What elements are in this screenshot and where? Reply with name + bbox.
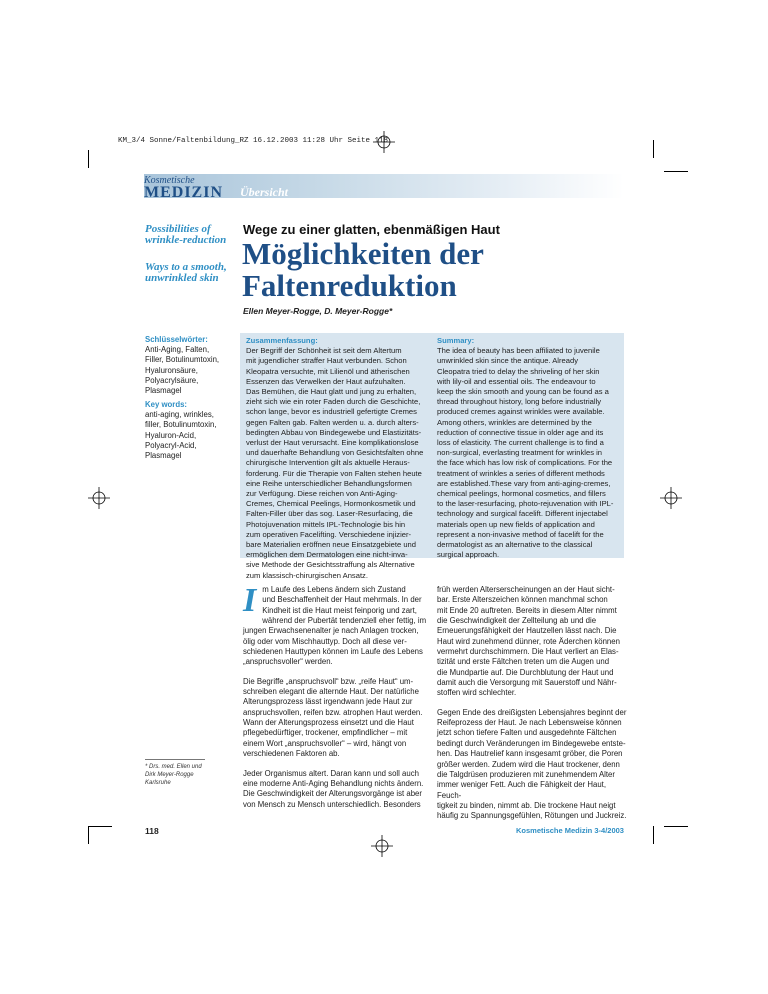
body-line: von Mensch zu Mensch unterschiedlich. Besonders [243, 799, 421, 809]
brand-small: Kosmetische [144, 175, 195, 186]
crop-mark [653, 140, 654, 158]
summary-en-line: The idea of beauty has been affiliated to juvenile [437, 346, 600, 356]
summary-de-line: Cremes, Chemical Peelings, Hormonkosmetik und [246, 499, 416, 509]
summary-en-line: represent a non-invasive method of facelift for the [437, 529, 604, 539]
summary-en-line: non-surgical, everlasting treatment for wrinkles in [437, 448, 603, 458]
summary-en-line: Cleopatra tried to delay the shriveling of her skin [437, 366, 600, 376]
summary-de-line: Das Bemühen, die Haut glatt und jung zu erhalten, [246, 387, 417, 397]
summary-en-line: surgical approach. [437, 550, 500, 560]
summary-en-line: with lily-oil and essential oils. The endeavour to [437, 376, 596, 386]
summary-en-line: unwrinkled skin since the antique. Already [437, 356, 578, 366]
summary-en-line: loss of elasticity. The current challenge is to find a [437, 438, 604, 448]
body-line: Die Begriffe „anspruchsvoll“ bzw. „reife Haut“ um- [243, 676, 414, 686]
body-line: schiedenen Hauttypen können im Laufe des Lebens [243, 647, 423, 657]
body-line: bar. Erste Alterszeichen können manchmal schon [437, 595, 608, 605]
body-line: schreiben elegant die alternde Haut. Der natürliche [243, 687, 419, 697]
summary-en-line: are established.These vary from anti-aging-cremes, [437, 478, 611, 488]
body-line: damit auch die Versorgung mit Sauerstoff und Nähr- [437, 678, 617, 688]
body-line: eine moderne Anti-Aging Behandlung nichts ändern. [243, 778, 424, 788]
body-line: immer weniger Fett. Auch die Fähigkeit der Haut, Feuch- [437, 780, 607, 800]
body-line: ölig oder vom Mischhauttyp. Doch all diese ver- [243, 636, 407, 646]
summary-de-line: verlust der Haut verursacht. Eine komplikationslose [246, 438, 419, 448]
summary-en-line: materials open up new fields of application and [437, 519, 595, 529]
summary-de-line: zieht sich wie ein roter Faden durch die Geschichte, [246, 397, 421, 407]
crop-mark [88, 826, 112, 827]
summary-de-line: bedingten Abbau von Bindegewebe und Elastizitäts- [246, 427, 422, 437]
summary-de-line: forderung. Für die Therapie von Falten stehen heute [246, 468, 422, 478]
summary-de-line: gegen Falten gab. Falten werden u. a. durch alters- [246, 417, 419, 427]
body-line: mit Ende 20 auftreten. Bereits in diesem Alter nimmt [437, 605, 617, 615]
crop-mark [653, 826, 654, 844]
summary-en-line: chemical peelings, hormonal cosmetics, and fillers [437, 489, 606, 499]
summary-en-line: dermatologist as an alternative to the classical [437, 540, 593, 550]
body-line: jetzt schon tiefere Falten und ausgedehnte Fältchen [437, 728, 617, 738]
body-line: „anspruchsvoller“ werden. [243, 657, 333, 667]
summary-en-line: to the laser-resurfacing, photo-rejuvenation with IPL- [437, 499, 614, 509]
body-line: bedingt durch Veränderungen im Bindegewebe entste- [437, 738, 626, 748]
body-line: pflegebedürftiger, trockener, empfindlicher – mit [243, 728, 408, 738]
body-line: Haut wird zunehmend dünner, rote Äderchen können [437, 636, 620, 646]
summary-en: Summary: The idea of beauty has been affiliated to juvenile unwrinkled skin since the antique. Already Cleopatra tried to delay the shriveling of her skin with lily-oil and essential oils. The endeavour to keep the skin smooth and young can be found as a thread throughout history, long before industrially produced cremes against wrinkles were available. Among others, wrinkles are determined by the reduction of connective tissue in older age and its loss of elasticity. The current challenge is to find a non-surgical, everlasting treatment for wrinkles in the face which has low risk of complications. For the treatment of wrinkles a series of different methods are established.These vary from anti-aging-cremes, chemical peelings, hormonal cosmetics, and fillers to the laser-resurfacing, photo-rejuvenation with IPL- technology and surgical facelift. Different injectabel materials open up new fields of application and represent a non-invasive method of facelift for the dermatologist as an alternative to the classical surgical approach. [437, 336, 623, 560]
summary-de-line: bare Materialien eröffnen neue Einsatzgebiete und [246, 540, 416, 550]
summary-de-line: Der Begriff der Schönheit ist seit dem Altertum [246, 346, 402, 356]
body-column-left [243, 582, 431, 819]
summary-en-line: technology and surgical facelift. Different injectabel [437, 509, 608, 519]
summary-en-line: the face which has low risk of complications. For the [437, 458, 613, 468]
page-title: Möglichkeiten der Faltenreduktion [242, 236, 484, 303]
body-line: hen. Das Hautrelief kann insgesamt gröber, die Poren [437, 749, 623, 759]
body-line: Reifeprozess der Haut. Je nach Lebensweise können [437, 718, 622, 728]
summary-en-line: produced cremes against wrinkles were available. [437, 407, 605, 417]
crop-mark [88, 150, 89, 168]
body-line: die Talgdrüsen produzieren mit zunehmendem Alter [437, 769, 615, 779]
summary-en-line: treatment of wrinkles a series of different methods [437, 468, 605, 478]
drop-cap: I [243, 582, 257, 619]
body-line: größer werden. Zudem wird die Haut trockener, denn [437, 759, 620, 769]
body-line: die Mundpartie auf. Die Durchblutung der Haut und [437, 667, 614, 677]
print-slug: KM_3/4 Sonne/Faltenbildung_RZ 16.12.2003 11:28 Uhr Seite 118 [118, 137, 389, 145]
body-line: vermehrt durchschimmern. Die Haut verliert an Elas- [437, 647, 619, 657]
body-line: stoffen wird schlechter. [437, 688, 517, 698]
summary-de-line: schon lange, bevor es industriell gefertigte Cremes [246, 407, 417, 417]
body-line: Alterungsprozess lässt irgendwann jede Haut zur [243, 697, 413, 707]
body-line: m Laufe des Lebens ändern sich Zustand [262, 585, 406, 594]
page-number: 118 [145, 826, 159, 836]
brand-title: MEDIZIN [144, 184, 224, 201]
crop-mark [664, 171, 688, 172]
summary-en-line: thread throughout history, long before industrially [437, 397, 602, 407]
english-title-1: Possibilities of wrinkle-reduction [145, 223, 227, 246]
keywords-en: Key words: anti-aging, wrinkles, filler, Botulinumtoxin, Hyaluron-Acid, Polyacryl-Acid, Plasmagel [145, 400, 217, 461]
summary-de-line: Kleopatra versuchte, mit Lilienöl und ätherischen [246, 366, 410, 376]
footnote: * Drs. med. Ellen und Dirk Meyer-Rogge Karlsruhe [145, 764, 202, 786]
body-line: Jeder Organismus altert. Daran kann und soll auch [243, 768, 419, 778]
kicker: Wege zu einer glatten, ebenmäßigen Haut [243, 222, 500, 237]
summary-en-line: Among others, wrinkles are determined by the [437, 417, 592, 427]
body-line: Erneuerungsfähigkeit der Hautzellen lässt nach. Die [437, 626, 617, 636]
crop-mark [664, 826, 688, 827]
summary-de-line: eine Reihe unterschiedlicher Behandlungsformen [246, 478, 412, 488]
journal-footer: Kosmetische Medizin 3-4/2003 [516, 826, 624, 835]
summary-de-line: und dauerhafte Behandlung von Gesichtsfalten ohne [246, 448, 424, 458]
body-line: tizität und erste Fältchen treten um die Augen und [437, 657, 610, 667]
registration-mark-icon [660, 487, 682, 509]
summary-de-line: zum klassisch-chirurgischen Ansatz. [246, 570, 368, 580]
keywords-de: Schlüsselwörter: Anti-Aging, Falten, Filler, Botulinumtoxin, Hyaluronsäure, Polyacrylsäure, Plasmagel [145, 335, 220, 396]
summary-de: Zusammenfassung: Der Begriff der Schönheit ist seit dem Altertum mit jugendlicher straffer Haut verbunden. Schon Kleopatra versuchte, mit Lilienöl und ätherischen Essenzen das Verwelken der Haut aufzuhalten. Das Bemühen, die Haut glatt und jung zu erhalten, zieht sich wie ein roter Faden durch die Geschichte, schon lange, bevor es industriell gefertigte Cremes gegen Falten gab. Falten werden u. a. durch alters- bedingten Abbau von Bindegewebe und Elastizitäts- verlust der Haut verursacht. Eine komplikationslose und dauerhafte Behandlung von Gesichtsfalten ohne chirurgische Intervention gilt als aktuelle Heraus- forderung. Für die Therapie von Falten stehen heute eine Reihe unterschiedlicher Behandlungsformen zur Verfügung. Diese reichen von Anti-Aging- Cremes, Chemical Peelings, Hormonkosmetik und Falten-Filler über das sog. Laser-Resurfacing, die Photojuvenation mittels IPL-Technologie bis hin zum operativen Facelifting. Verschiedene injizier- bare Materialien eröffnen neue Einsatzgebiete und ermöglichen dem Dermatologen eine nicht-inva- sive Methode der Gesichtsstraffung als Alternative zum klassisch-chirurgischen Ansatz. [246, 336, 426, 581]
body-line: die Geschwindigkeit der Zellteilung ab und die [437, 616, 597, 626]
summary-de-line: sive Methode der Gesichtsstraffung als Alternative [246, 560, 415, 570]
summary-de-line: zum operativen Facelifting. Verschiedene injizier- [246, 529, 412, 539]
english-title-2: Ways to a smooth, unwrinkled skin [145, 261, 227, 284]
crop-mark [88, 826, 89, 844]
body-line: einem Wort „anspruchsvoller“ – wird, hängt von [243, 738, 407, 748]
body-line: früh werden Alterserscheinungen an der Haut sicht- [437, 585, 615, 594]
body-line: tigkeit zu binden, nimmt ab. Die trockene Haut neigt [437, 800, 616, 810]
summary-de-line: Falten-Filler über das sog. Laser-Resurfacing, die [246, 509, 413, 519]
body-line: während der Pubertät tendenziell eher fettig, im [262, 616, 427, 626]
body-line: und Beschaffenheit der Haut mehrmals. In der [262, 595, 422, 605]
brand-section: Übersicht [240, 185, 288, 199]
body-line: Die Geschwindigkeit der Alterungsvorgänge ist aber [243, 789, 422, 799]
summary-en-line: reduction of connective tissue in older age and its [437, 427, 604, 437]
body-line: Wann der Alterungsprozess einsetzt und die Haut [243, 718, 414, 728]
summary-de-line: zur Verfügung. Diese reichen von Anti-Aging- [246, 489, 398, 499]
summary-de-line: Photojuvenation mittels IPL-Technologie bis hin [246, 519, 406, 529]
registration-mark-icon [371, 835, 393, 857]
body-line: anspruchsvollen, reifen bzw. atrophen Haut werden. [243, 707, 423, 717]
body-line: verschiedenen Faktoren ab. [243, 749, 340, 759]
footnote-rule [145, 759, 205, 760]
summary-de-line: ermöglichen dem Dermatologen eine nicht-inva- [246, 550, 408, 560]
body-line: Gegen Ende des dreißigsten Lebensjahres beginnt der [437, 707, 627, 717]
authors: Ellen Meyer-Rogge, D. Meyer-Rogge* [243, 306, 393, 316]
summary-de-line: chirurgische Intervention gilt als aktuelle Heraus- [246, 458, 410, 468]
body-column-right [437, 585, 627, 831]
body-line: jungen Erwachsenenalter je nach Anlagen trocken, [243, 626, 419, 636]
body-line: Kindheit ist die Haut meist feinporig und zart, [262, 605, 417, 615]
body-line: häufig zu Spannungsgefühlen, Rötungen und Juckreiz. [437, 811, 627, 821]
summary-en-line: keep the skin smooth and young can be found as a [437, 387, 609, 397]
summary-de-line: mit jugendlicher straffer Haut verbunden. Schon [246, 356, 407, 366]
registration-mark-icon [88, 487, 110, 509]
summary-de-line: Essenzen das Verwelken der Haut aufzuhalten. [246, 376, 406, 386]
